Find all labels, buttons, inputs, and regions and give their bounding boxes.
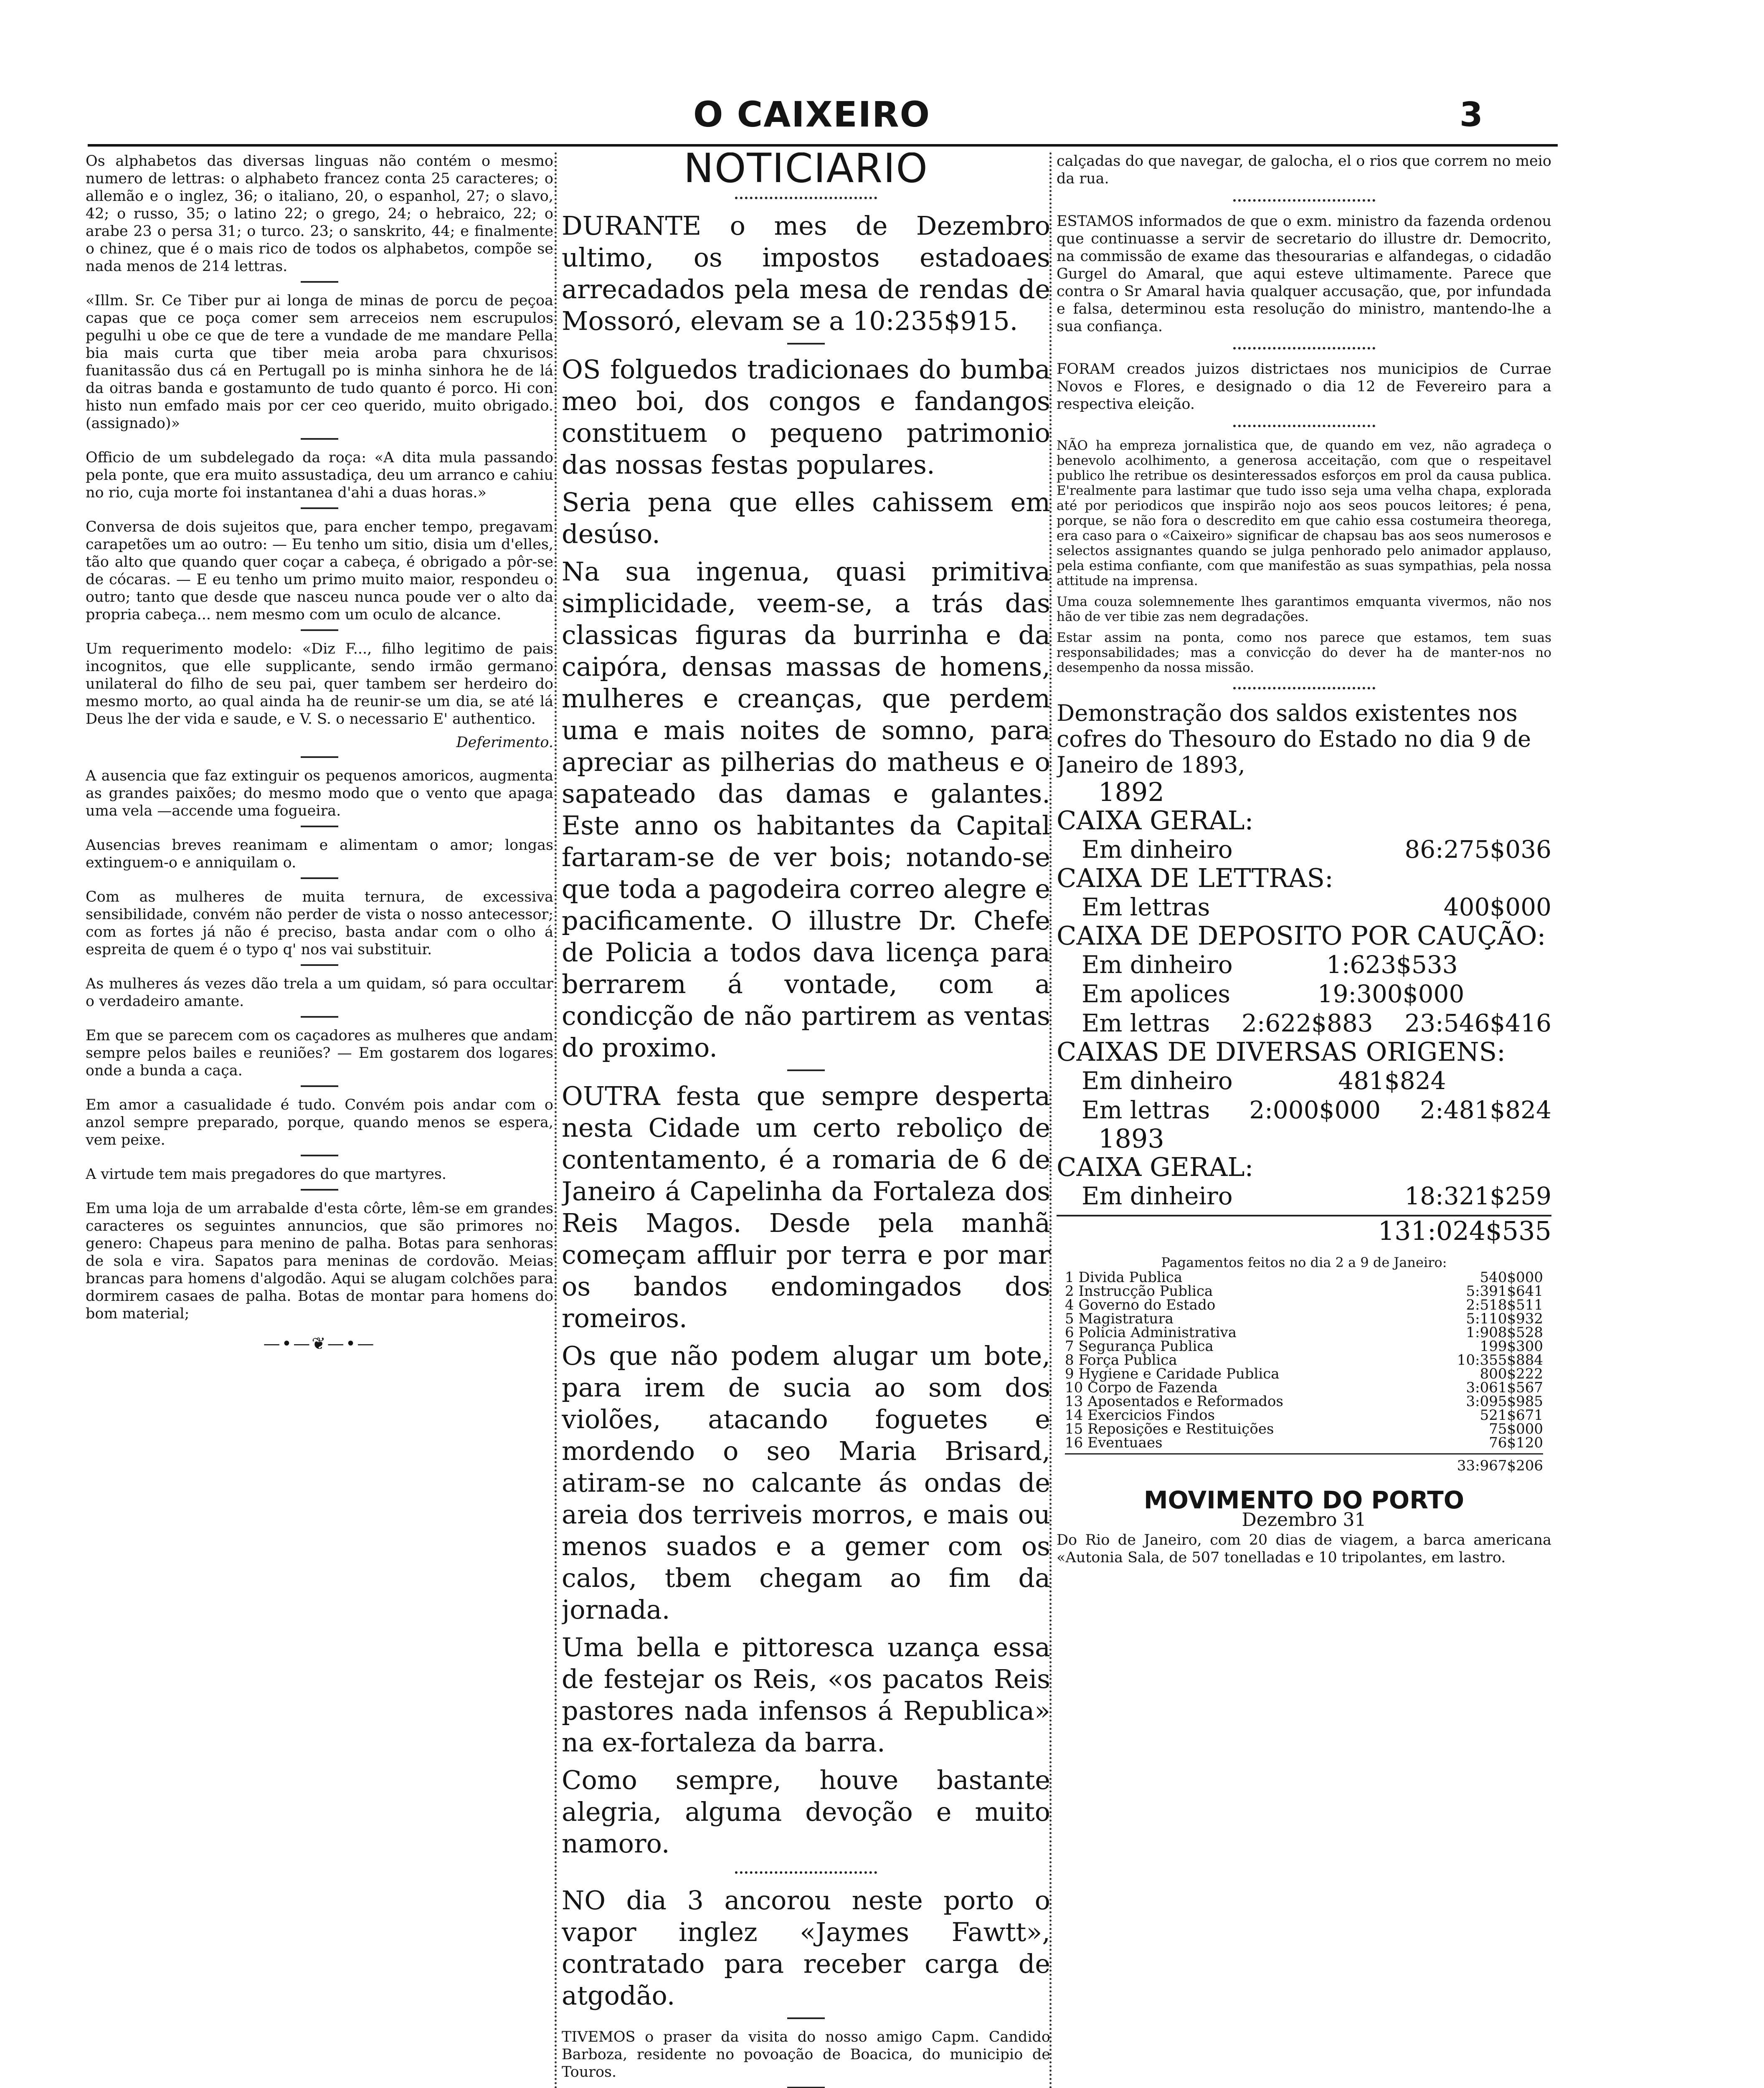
balance-row xyxy=(1057,892,1551,922)
balance-title: Demonstração dos saldos existentes nos cofres do Thesouro do Estado no dia 9 de Janeiro de 1893, xyxy=(1057,700,1531,778)
wavy-separator xyxy=(735,193,877,199)
wavy-separator xyxy=(1233,683,1375,689)
paragraph: «Illm. Sr. Ce Tiber pur ai longa de minas de porcu de peçoa capas que ce poça comer sem arreceios nem escrupulos pegulhi u obe ce que de tere a vundade de me mandare Pella bia mais curta que tiber meia aroba para chxurisos fuanitassão dus cá en Pertugall po is minha sinhora he de lá da oitras banda e gostamunto de tudo quanto é porco. Hi con histo nun emfado mais por cer ceo querido, muito obrigado. (assignado)» xyxy=(86,292,553,432)
payments-table xyxy=(1057,1271,1551,1475)
signature: Deferimento. xyxy=(456,734,553,751)
balance-label: Em lettras xyxy=(1082,1009,1210,1037)
movimento-text: Do Rio de Janeiro, com 20 dias de viagem, a barca americana «Autonia Sala, de 507 tonelladas e 10 tripolantes, em lastro. xyxy=(1057,1532,1551,1566)
section-title: NOTICIARIO xyxy=(684,152,928,192)
payments-heading: Pagamentos feitos no dia 2 a 9 de Janeiro: xyxy=(1161,1254,1447,1270)
balance-value: 86:275$036 xyxy=(1404,835,1551,864)
payment-row xyxy=(1065,1436,1543,1450)
payment-value: 800$222 xyxy=(1480,1366,1543,1382)
paragraph: Em uma loja de um arrabalde d'esta côrte, lêm-se em grandes caracteres os seguintes annuncios, que são primores no genero: Chapeus para menino de palha. Botas para senhoras de sola e vira. Sapatos para meninas de cordovão. Meias brancas para homens d'algodão. Aqui se alugam colchões para dormirem casaes de palha. Botas de montar para homens do bom material; xyxy=(86,1200,553,1322)
wavy-separator xyxy=(1233,195,1375,202)
payment-label: 4 Governo do Estado xyxy=(1065,1297,1216,1313)
balance-value: 481$824 xyxy=(1338,1067,1446,1095)
payment-label: 14 Exercicios Findos xyxy=(1065,1407,1215,1424)
column-notices xyxy=(1057,152,1551,1572)
paragraph: Ausencias breves reanimam e alimentam o amor; longas extinguem-o e anniquilam o. xyxy=(86,837,553,871)
newspaper-title: O CAIXEIRO xyxy=(693,94,931,135)
balance-value: 19:300$000 xyxy=(1317,980,1465,1008)
balance-value: 2:622$883 xyxy=(1241,1009,1373,1037)
payment-label: 9 Hygiene e Caridade Publica xyxy=(1065,1366,1280,1382)
balance-row xyxy=(1057,1095,1551,1125)
column-divider-1 xyxy=(555,152,561,2088)
payment-label: 10 Corpo de Fazenda xyxy=(1065,1379,1218,1396)
wavy-separator xyxy=(735,1867,877,1874)
balance-label: Em dinheiro xyxy=(1082,1182,1233,1210)
payment-label: 2 Instrucção Publica xyxy=(1065,1283,1213,1300)
balance-value: 2:000$000 xyxy=(1249,1096,1381,1124)
balance-total xyxy=(1057,1215,1551,1246)
payment-value: 3:095$985 xyxy=(1466,1393,1543,1410)
separator xyxy=(301,1085,338,1087)
paragraph: A ausencia que faz extinguir os pequenos amoricos, augmenta as grandes paixões; do mesmo modo que o vento que apaga uma vela —accende uma fogueira. xyxy=(86,768,553,819)
movimento-date: Dezembro 31 xyxy=(1242,1509,1366,1531)
separator xyxy=(301,1016,338,1018)
wavy-separator xyxy=(1233,421,1375,427)
column-noticiario xyxy=(562,152,1050,2088)
paragraph: As mulheres ás vezes dão trela a um quidam, só para occultar o verdadeiro amante. xyxy=(86,976,553,1010)
payment-label: 15 Reposições e Restituições xyxy=(1065,1421,1274,1437)
page-number: 3 xyxy=(1460,95,1483,134)
balance-year: 1893 xyxy=(1098,1123,1164,1154)
separator xyxy=(301,629,338,631)
payment-value: 521$671 xyxy=(1480,1407,1543,1424)
balance-subtotal: 23:546$416 xyxy=(1404,1009,1551,1037)
balance-label: Em lettras xyxy=(1082,893,1210,921)
payment-label: 13 Aposentados e Reformados xyxy=(1065,1393,1283,1410)
payment-label: 16 Eventuaes xyxy=(1065,1434,1163,1451)
payment-value: 76$120 xyxy=(1489,1434,1543,1451)
paragraph: Em que se parecem com os caçadores as mulheres que andam sempre pelos bailes e reuniões? — Em gostarem dos logares onde a bunda a caça. xyxy=(86,1027,553,1079)
payment-value: 2:518$511 xyxy=(1466,1297,1543,1313)
news-item: Seria pena que elles cahissem em desúso. xyxy=(562,487,1050,549)
balance-row xyxy=(1057,1066,1551,1095)
separator xyxy=(301,1189,338,1191)
caixa-geral-heading: CAIXA GERAL: xyxy=(1057,805,1254,836)
balance-label: Em dinheiro xyxy=(1082,1067,1233,1095)
news-item-small: TIVEMOS o praser da visita do nosso amigo Capm. Candido Barboza, residente no povoação de Boacica, do municipio de Touros. xyxy=(562,2029,1050,2080)
payments-total: 33:967$206 xyxy=(1065,1453,1543,1475)
paragraph: FORAM creados juizos districtaes nos municipios de Currae Novos e Flores, e designado o dia 12 de Fevereiro para a respectiva eleição. xyxy=(1057,361,1551,413)
caixa-letras-heading: CAIXA DE LETTRAS: xyxy=(1057,863,1333,893)
separator xyxy=(301,281,338,283)
separator xyxy=(301,964,338,966)
paragraph: Officio de um subdelegado da roça: «A dita mula passando pela ponte, que era muito assustadiça, deu um arranco e cahiu no rio, cuja morte foi instantanea d'ahi a duas horas.» xyxy=(86,449,553,501)
paragraph: calçadas do que navegar, de galocha, el o rios que correm no meio da rua. xyxy=(1057,153,1551,187)
caixa-deposito-heading: CAIXA DE DEPOSITO POR CAUÇÃO: xyxy=(1057,920,1546,951)
caixas-diversas-heading: CAIXAS DE DIVERSAS ORIGENS: xyxy=(1057,1036,1506,1067)
separator xyxy=(787,343,825,345)
paragraph: ESTAMOS informados de que o exm. ministro da fazenda ordenou que continuasse a servir de secretario do illustre dr. Democrito, na commissão de exame das thesourarias e alfandegas, o cidadão Gurgel do Amaral, que aqui esteve ultimamente. Parece que contra o Sr Amaral havia qualquer accusação, que, por infundada e falsa, determinou esta resolução do ministro, mantendo-lhe a sua confiança. xyxy=(1057,213,1551,335)
movimento-title: MOVIMENTO DO PORTO xyxy=(1143,1486,1465,1514)
balance-label: Em dinheiro xyxy=(1082,835,1233,864)
payment-label: 1 Divida Publica xyxy=(1065,1269,1183,1286)
separator xyxy=(301,826,338,827)
balance-label: Em apolices xyxy=(1082,980,1231,1008)
payment-value: 75$000 xyxy=(1489,1421,1543,1437)
separator xyxy=(301,756,338,758)
balance-row xyxy=(1057,950,1551,979)
separator xyxy=(787,2017,825,2019)
header-rule xyxy=(88,144,1558,147)
paragraph: NÃO ha empreza jornalistica que, de quando em vez, não agradeça o benevolo acolhimento, a generosa acceitação, com que o respeitavel publico lhe retribue os desinteressados esforços em prol da causa publica. E'realmente para lastimar que tudo isso seja uma velha chapa, explorada até por periodicos que inspirão nojo aos seos poucos leitores; é pena, porque, se não fora o descredito em que cahio essa costumeira theorega, era caso para o «Caixeiro» significar de chapsau bas aos seos numerosos e selectos assignantes quando se julga penhorado pelo animador applauso, pela estima confiante, com que manifestão as suas sympathias, pela nossa attitude na imprensa. xyxy=(1057,438,1551,588)
payment-label: 6 Policia Administrativa xyxy=(1065,1324,1237,1341)
payment-value: 5:110$932 xyxy=(1466,1310,1543,1327)
paragraph: Estar assim na ponta, como nos parece que estamos, tem suas responsabilidades; mas a convicção do dever ha de manter-nos no desempenho da nossa missão. xyxy=(1057,630,1551,675)
payment-value: 3:061$567 xyxy=(1466,1379,1543,1396)
balance-statement xyxy=(1057,700,1551,1246)
paragraph: Um requerimento modelo: «Diz F..., filho legitimo de pais incognitos, que elle supplicante, sendo irmão germano unilateral do filho de seu pai, quer tambem ser herdeiro do mesmo morto, ao qual ainda ha de reunir-se um dia, se até lá Deus lhe der vida e saude, e V. S. o necessario E' authentico. xyxy=(86,641,553,727)
news-item: OS folguedos tradicionaes do bumba meo boi, dos congos e fandangos constituem o pequeno patrimonio das nossas festas populares. xyxy=(562,354,1050,480)
balance-row xyxy=(1057,835,1551,864)
balance-value: 1:623$533 xyxy=(1326,950,1458,979)
payment-value: 199$300 xyxy=(1480,1338,1543,1355)
ornament: —•—❦—•— xyxy=(263,1334,376,1353)
payment-value: 540$000 xyxy=(1480,1269,1543,1286)
balance-year: 1892 xyxy=(1098,777,1164,807)
separator xyxy=(301,438,338,440)
separator xyxy=(301,877,338,879)
paragraph: Conversa de dois sujeitos que, para encher tempo, pregavam carapetões um ao outro: — Eu tenho um sitio, disia um d'elles, tão alto que quando quer coçar a cabeça, é obrigado a pôr-se de cócaras. — E eu tenho um primo muito maior, respondeu o outro; tanto que desde que nasceu nunca poude ver o alto da propria cabeça... nem mesmo com um oculo de alcance. xyxy=(86,519,553,623)
news-item: Como sempre, houve bastante alegria, alguma devoção e muito namoro. xyxy=(562,1765,1050,1859)
wavy-separator xyxy=(1233,343,1375,350)
payment-value: 10:355$884 xyxy=(1457,1352,1543,1368)
payment-label: 5 Magistratura xyxy=(1065,1310,1173,1327)
news-item: Uma bella e pittoresca uzança essa de festejar os Reis, «os pacatos Reis pastores nada infensos á Republica» na ex-fortaleza da barra. xyxy=(562,1632,1050,1758)
balance-label: Em lettras xyxy=(1082,1096,1210,1124)
paragraph: Os alphabetos das diversas linguas não contém o mesmo numero de lettras: o alphabeto francez conta 25 caracteres; o allemão e o inglez, 36; o italiano, 20, o espanhol, 27; o slavo, 42; o russo, 35; o latino 22; o grego, 24; o hebraico, 22; o arabe 23 o persa 31; o turco. 23; o sanskrito, 44; e finalmente o chinez, que é o mais rico de todos os alphabetos, compõe se nada menos de 214 lettras. xyxy=(86,153,553,275)
news-item: OUTRA festa que sempre desperta nesta Cidade um certo reboliço de contentamento, é a romaria de 6 de Janeiro á Capelinha da Fortaleza dos Reis Magos. Desde pela manhã começam affluir por terra e por mar os bandos endomingados dos romeiros. xyxy=(562,1081,1050,1333)
payment-label: 8 Força Publica xyxy=(1065,1352,1177,1368)
payment-label: 7 Segurança Publica xyxy=(1065,1338,1214,1355)
column-miscellany xyxy=(86,152,553,1365)
balance-label: Em dinheiro xyxy=(1082,950,1233,979)
caixa-geral-heading: CAIXA GERAL: xyxy=(1057,1152,1254,1182)
payment-value: 5:391$641 xyxy=(1466,1283,1543,1300)
paragraph: A virtude tem mais pregadores do que martyres. xyxy=(86,1166,447,1183)
balance-row xyxy=(1057,1181,1551,1211)
balance-value: 18:321$259 xyxy=(1404,1182,1551,1210)
paragraph: Uma couza solemnemente lhes garantimos emquanta vivermos, não nos hão de ver tibie zas nem degradações. xyxy=(1057,594,1551,624)
payment-value: 1:908$528 xyxy=(1466,1324,1543,1341)
paragraph: Com as mulheres de muita ternura, de excessiva sensibilidade, convém não perder de vista o nosso antecessor; com as fortes já não é preciso, basta andar com o olho á espreita de quem é o typo q' nos vai substituir. xyxy=(86,889,553,958)
separator xyxy=(787,1069,825,1071)
balance-row xyxy=(1057,1009,1551,1038)
balance-row xyxy=(1057,979,1551,1009)
balance-value: 400$000 xyxy=(1443,893,1551,921)
paragraph: Em amor a casualidade é tudo. Convém pois andar com o anzol sempre preparado, porque, quando menos se espera, vem peixe. xyxy=(86,1097,553,1148)
news-item: NO dia 3 ancorou neste porto o vapor inglez «Jaymes Fawtt», contratado para receber carga de atgodão. xyxy=(562,1885,1050,2011)
news-item: Na sua ingenua, quasi primitiva simplicidade, veem-se, a trás das classicas figuras da burrinha e da caipóra, densas massas de homens, mulheres e creanças, que perdem uma e mais noites de somno, para apreciar as pilherias do matheus e o sapateado das damas e galantes. Este anno os habitantes da Capital fartaram-se de ver bois; notando-se que toda a pagodeira correo alegre e pacificamente. O illustre Dr. Chefe de Policia a todos dava licença para berrarem á vontade, com a condicção de não partirem as ventas do proximo. xyxy=(562,556,1050,1063)
column-divider-2 xyxy=(1049,152,1056,2088)
news-item: Os que não podem alugar um bote, para irem de sucia ao som dos violões, atacando foguetes e mordendo o seo Maria Brisard, atiram-se no calcante ás ondas de areia dos terriveis morros, e mais ou menos suados e a gemer com os calos, tbem chegam ao fim da jornada. xyxy=(562,1340,1050,1625)
separator xyxy=(301,507,338,509)
balance-subtotal: 2:481$824 xyxy=(1420,1096,1551,1124)
separator xyxy=(301,1155,338,1156)
grand-total: 131:024$535 xyxy=(1378,1216,1551,1246)
news-item: DURANTE o mes de Dezembro ultimo, os impostos estadoaes arrecadados pela mesa de rendas de Mossoró, elevam se a 10:235$915. xyxy=(562,210,1050,336)
